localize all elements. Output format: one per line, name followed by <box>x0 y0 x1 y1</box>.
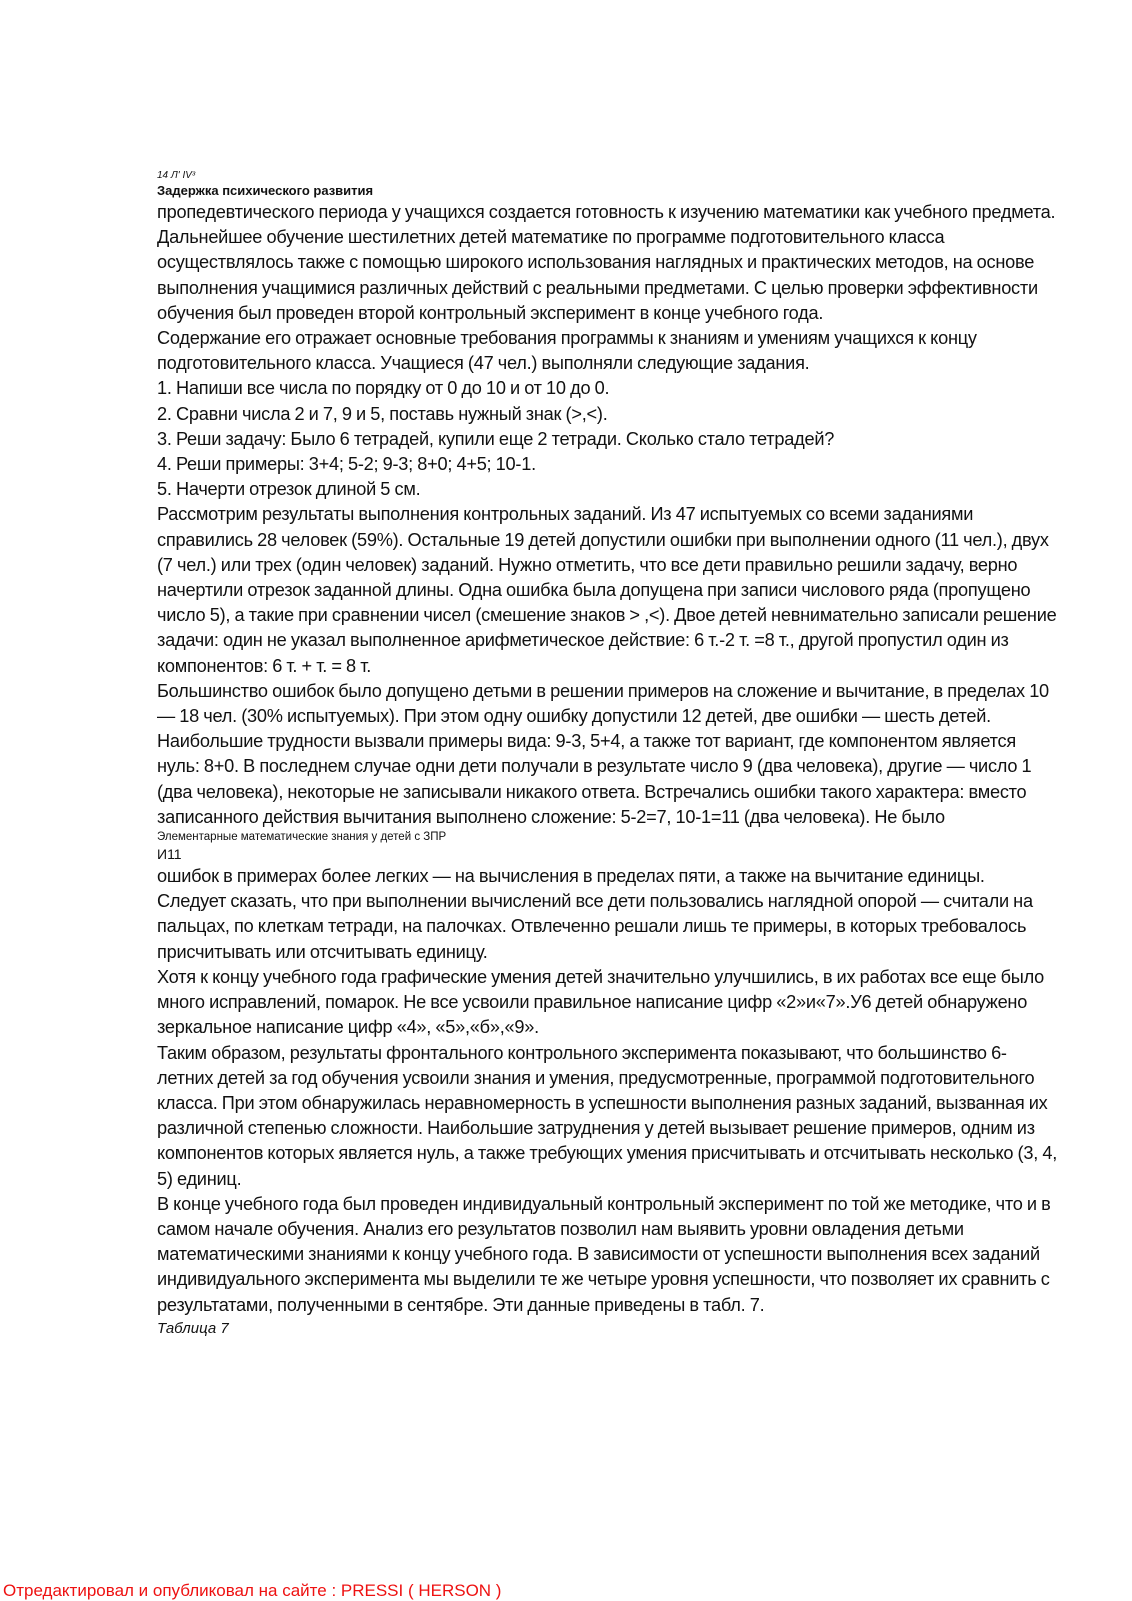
paragraph: Следует сказать, что при выполнении вычислений все дети пользовались наглядной опорой — считали на пальцах, по клеткам тетради, на палочках. Отвлеченно решали лишь те примеры, в которых требовалось присчитывать или отсчитывать единицу. <box>157 891 1033 962</box>
text-block-bottom <box>157 864 1057 1318</box>
paragraph: пропедевтического периода у учащихся создается готовность к изучению математики как учебного предмета. <box>157 202 1056 222</box>
text-block-top <box>157 200 1057 830</box>
paragraph: Дальнейшее обучение шестилетних детей математике по программе подготовительного класса осуществлялось также с помощью широкого использования наглядных и практических методов, на основе выполнения учащимися различных действий с реальными предметами. С целью проверки эффективности обучения был проведен второй контрольный эксперимент в конце учебного года. <box>157 227 1038 323</box>
paragraph: Большинство ошибок было допущено детьми в решении примеров на сложение и вычитание, в пределах 10 — 18 чел. (30% испытуемых). При этом одну ошибку допустили 12 детей, две ошибки — шесть детей. Наибольшие трудности вызвали примеры вида: 9-3, 5+4, а также тот вариант, где компонентом является нуль: 8+0. В последнем случае одни дети получали в результате число 9 (два человека), другие — число 1 (два человека), некоторые не записывали никакого ответа. Встречались ошибки такого характера: вместо записанного действия вычитания выполнено сложение: 5-2=7, 10-1=11 (два человека). Не было <box>157 680 1049 827</box>
task-item-5: 5. Начерти отрезок длиной 5 см. <box>157 479 421 500</box>
publisher-credit: Отредактировал и опубликовал на сайте : PRESSI ( HERSON ) <box>3 1581 502 1600</box>
paragraph: Содержание его отражает основные требования программы к знаниям и умениям учащихся к концу подготовительного класса. Учащиеся (47 чел.) выполняли следующие задания. <box>157 328 977 374</box>
paragraph: В конце учебного года был проведен индивидуальный контрольный эксперимент по той же методике, что и в самом начале обучения. Анализ его результатов позволил нам выявить уровни овладения детьми математическими знаниями к концу учебного года. В зависимости от успешности выполнения всех заданий индивидуального эксперимента мы выделили те же четыре уровня успешности, что позволяет их сравнить с результатами, полученными в сентябре. Эти данные приведены в табл. 7. <box>157 1193 1051 1315</box>
chapter-title: Задержка психического развития <box>157 183 374 198</box>
running-head: 14 Л' IV³ <box>157 170 196 181</box>
table-caption: Таблица 7 <box>157 1319 229 1337</box>
task-item-2: 2. Сравни числа 2 и 7, 9 и 5, поставь нужный знак (>,<). <box>157 403 608 424</box>
task-item-4: 4. Реши примеры: 3+4; 5-2; 9-3; 8+0; 4+5; 10-1. <box>157 454 536 475</box>
paragraph: Хотя к концу учебного года графические умения детей значительно улучшились, в их работах все еще было много исправлений, помарок. Не все усвоили правильное написание цифр «2»и«7».У6 детей обнаружено зеркальное написание цифр «4», «5»,«б»,«9». <box>157 966 1045 1038</box>
page-number: И11 <box>157 846 182 863</box>
paragraph: Таким образом, результаты фронтального контрольного эксперимента показывают, что большинство 6-летних детей за год обучения усвоили знания и умения, предусмотренные, программой подготовительного класса. При этом обнаружилась неравномерность в успешности выполнения разных заданий, вызванная их различной степенью сложности. Наибольшие затруднения у детей вызывает решение примеров, одним из компонентов которых является нуль, а также требующих умения присчитывать и отсчитывать несколько (3, 4, 5) единиц. <box>157 1042 1057 1189</box>
document-page <box>157 169 1057 1339</box>
paragraph: Рассмотрим результаты выполнения контрольных заданий. Из 47 испытуемых со всеми заданиями справились 28 человек (59%). Остальные 19 детей допустили ошибки при выполнении одного (11 чел.), двух (7 чел.) или трех (один человек) заданий. Нужно отметить, что все дети правильно решили задачу, верно начертили отрезок заданной длины. Одна ошибка была допущена при записи числового ряда (пропущено число 5), а такие при сравнении чисел (смешение знаков > ,<). Двое детей невнимательно записали решение задачи: один не указал выполненное арифметическое действие: 6 т.-2 т. =8 т., другой пропустил один из компонентов: 6 т. + т. = 8 т. <box>157 504 1057 676</box>
paragraph: ошибок в примерах более легких — на вычисления в пределах пяти, а также на вычитание единицы. <box>157 866 985 887</box>
page-footer-title: Элементарные математические знания у детей с ЗПР <box>157 831 447 844</box>
task-item-1: 1. Напиши все числа по порядку от 0 до 10 и от 10 до 0. <box>157 378 610 399</box>
task-item-3: 3. Реши задачу: Было 6 тетрадей, купили еще 2 тетради. Сколько стало тетрадей? <box>157 428 835 449</box>
